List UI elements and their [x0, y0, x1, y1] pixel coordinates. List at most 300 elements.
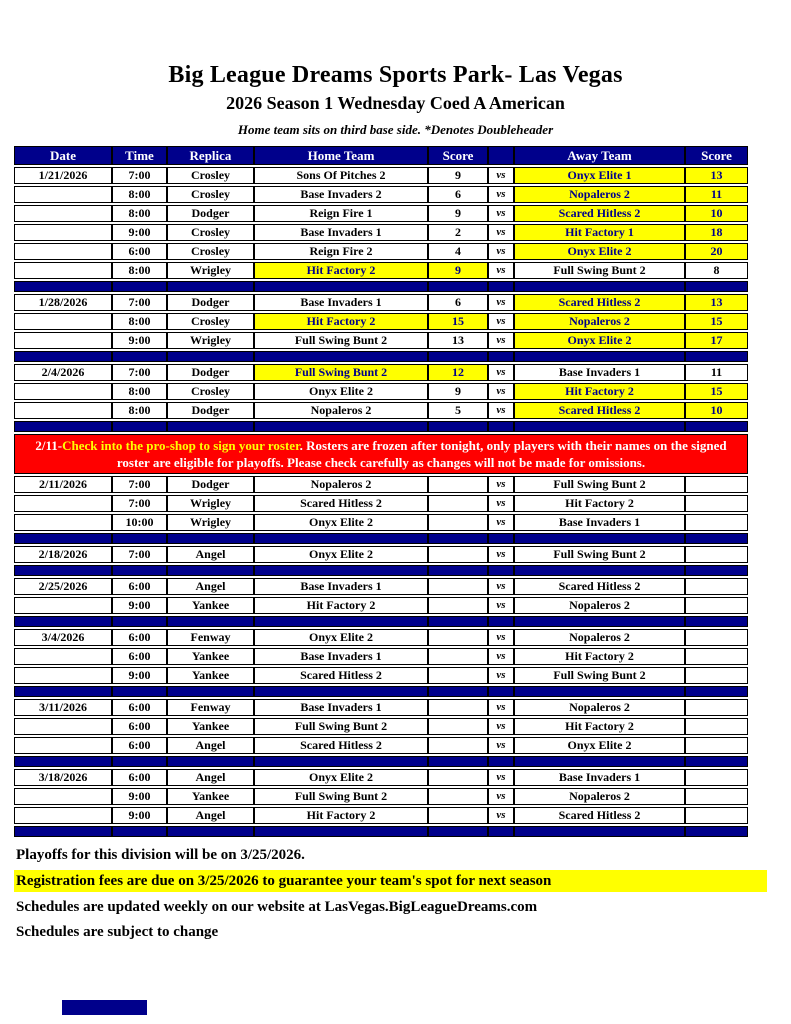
separator-cell: [167, 616, 254, 627]
replica-cell: Yankee: [167, 648, 254, 665]
home-score-cell: 13: [428, 332, 488, 349]
separator-cell: [112, 533, 167, 544]
separator-cell: [14, 756, 112, 767]
roster-banner-highlight: Check into the pro-shop to sign your roster: [62, 438, 300, 453]
home-team-cell: Base Invaders 1: [254, 224, 428, 241]
column-header: Score: [428, 146, 488, 165]
time-cell: 9:00: [112, 224, 167, 241]
bottom-navy-bar: [62, 1000, 147, 1015]
replica-cell: Wrigley: [167, 514, 254, 531]
time-cell: 8:00: [112, 205, 167, 222]
away-score-cell: [685, 495, 748, 512]
separator-cell: [514, 421, 685, 432]
separator-cell: [685, 826, 748, 837]
separator-row: [14, 616, 748, 627]
game-row: [14, 648, 748, 665]
home-score-cell: 4: [428, 243, 488, 260]
separator-cell: [14, 686, 112, 697]
away-team-cell: Scared Hitless 2: [514, 205, 685, 222]
replica-cell: Angel: [167, 578, 254, 595]
separator-cell: [254, 565, 428, 576]
game-row: [14, 769, 748, 786]
away-team-cell: Hit Factory 2: [514, 383, 685, 400]
replica-cell: Wrigley: [167, 262, 254, 279]
date-cell: [14, 262, 112, 279]
separator-cell: [428, 826, 488, 837]
separator-cell: [514, 351, 685, 362]
vs-cell: vs: [488, 186, 514, 203]
home-team-cell: Onyx Elite 2: [254, 546, 428, 563]
date-cell: 2/25/2026: [14, 578, 112, 595]
vs-cell: vs: [488, 807, 514, 824]
separator-cell: [428, 351, 488, 362]
date-cell: [14, 205, 112, 222]
game-row: [14, 699, 748, 716]
separator-cell: [488, 533, 514, 544]
away-score-cell: [685, 648, 748, 665]
away-team-cell: Nopaleros 2: [514, 313, 685, 330]
vs-cell: vs: [488, 205, 514, 222]
away-team-cell: Full Swing Bunt 2: [514, 667, 685, 684]
schedule-table-body: [14, 167, 748, 837]
schedule-table: [14, 144, 748, 839]
game-row: [14, 807, 748, 824]
separator-cell: [514, 281, 685, 292]
away-score-cell: [685, 699, 748, 716]
vs-cell: vs: [488, 243, 514, 260]
footer-notes: [16, 845, 791, 942]
vs-cell: vs: [488, 718, 514, 735]
home-team-cell: Nopaleros 2: [254, 476, 428, 493]
separator-cell: [254, 281, 428, 292]
roster-banner-prefix: 2/11-: [35, 438, 63, 453]
game-row: [14, 788, 748, 805]
away-team-cell: Base Invaders 1: [514, 514, 685, 531]
time-cell: 9:00: [112, 597, 167, 614]
time-cell: 10:00: [112, 514, 167, 531]
home-score-cell: [428, 737, 488, 754]
time-cell: 6:00: [112, 629, 167, 646]
away-score-cell: [685, 514, 748, 531]
replica-cell: Dodger: [167, 294, 254, 311]
game-row: [14, 546, 748, 563]
separator-row: [14, 756, 748, 767]
date-cell: [14, 718, 112, 735]
home-score-cell: 9: [428, 383, 488, 400]
date-cell: [14, 648, 112, 665]
away-score-cell: 18: [685, 224, 748, 241]
replica-cell: Fenway: [167, 629, 254, 646]
date-cell: 3/4/2026: [14, 629, 112, 646]
game-row: [14, 332, 748, 349]
vs-cell: vs: [488, 648, 514, 665]
away-score-cell: [685, 629, 748, 646]
away-team-cell: Hit Factory 2: [514, 495, 685, 512]
replica-cell: Crosley: [167, 167, 254, 184]
game-row: [14, 186, 748, 203]
away-team-cell: Nopaleros 2: [514, 699, 685, 716]
away-team-cell: Full Swing Bunt 2: [514, 262, 685, 279]
away-team-cell: Nopaleros 2: [514, 788, 685, 805]
time-cell: 6:00: [112, 243, 167, 260]
separator-cell: [254, 756, 428, 767]
home-team-cell: Full Swing Bunt 2: [254, 718, 428, 735]
away-team-cell: Hit Factory 2: [514, 718, 685, 735]
away-team-cell: Scared Hitless 2: [514, 402, 685, 419]
replica-cell: Wrigley: [167, 332, 254, 349]
home-team-cell: Scared Hitless 2: [254, 667, 428, 684]
time-cell: 7:00: [112, 476, 167, 493]
replica-cell: Angel: [167, 807, 254, 824]
away-score-cell: 15: [685, 313, 748, 330]
replica-cell: Yankee: [167, 718, 254, 735]
vs-cell: vs: [488, 629, 514, 646]
home-team-cell: Onyx Elite 2: [254, 383, 428, 400]
date-cell: [14, 383, 112, 400]
home-score-cell: [428, 629, 488, 646]
time-cell: 6:00: [112, 699, 167, 716]
away-score-cell: [685, 476, 748, 493]
home-team-cell: Hit Factory 2: [254, 262, 428, 279]
vs-cell: vs: [488, 364, 514, 381]
home-team-cell: Hit Factory 2: [254, 313, 428, 330]
subject-to-change-note: Schedules are subject to change: [16, 924, 219, 940]
home-score-cell: 9: [428, 167, 488, 184]
game-row: [14, 294, 748, 311]
column-header: Home Team: [254, 146, 428, 165]
separator-cell: [428, 281, 488, 292]
separator-row: [14, 686, 748, 697]
vs-cell: vs: [488, 383, 514, 400]
away-score-cell: 10: [685, 402, 748, 419]
away-team-cell: Nopaleros 2: [514, 629, 685, 646]
separator-cell: [14, 616, 112, 627]
replica-cell: Angel: [167, 769, 254, 786]
separator-row: [14, 281, 748, 292]
date-cell: [14, 402, 112, 419]
replica-cell: Crosley: [167, 383, 254, 400]
date-cell: [14, 737, 112, 754]
home-score-cell: 5: [428, 402, 488, 419]
home-score-cell: 9: [428, 262, 488, 279]
vs-cell: vs: [488, 294, 514, 311]
vs-cell: vs: [488, 262, 514, 279]
home-team-cell: Base Invaders 2: [254, 186, 428, 203]
home-team-cell: Onyx Elite 2: [254, 769, 428, 786]
separator-cell: [14, 533, 112, 544]
separator-row: [14, 421, 748, 432]
home-score-cell: [428, 495, 488, 512]
separator-cell: [488, 686, 514, 697]
replica-cell: Dodger: [167, 402, 254, 419]
replica-cell: Crosley: [167, 243, 254, 260]
away-score-cell: [685, 718, 748, 735]
replica-cell: Yankee: [167, 597, 254, 614]
separator-cell: [112, 351, 167, 362]
separator-cell: [514, 756, 685, 767]
separator-cell: [254, 421, 428, 432]
vs-cell: vs: [488, 667, 514, 684]
time-cell: 8:00: [112, 313, 167, 330]
separator-cell: [167, 421, 254, 432]
separator-cell: [112, 826, 167, 837]
away-score-cell: [685, 807, 748, 824]
vs-cell: vs: [488, 224, 514, 241]
separator-cell: [14, 421, 112, 432]
season-subtitle: 2026 Season 1 Wednesday Coed A American: [226, 93, 565, 113]
separator-cell: [428, 686, 488, 697]
time-cell: 8:00: [112, 383, 167, 400]
home-score-cell: [428, 788, 488, 805]
separator-cell: [488, 565, 514, 576]
away-team-cell: Onyx Elite 2: [514, 332, 685, 349]
replica-cell: Yankee: [167, 788, 254, 805]
away-score-cell: 20: [685, 243, 748, 260]
vs-cell: vs: [488, 699, 514, 716]
date-cell: [14, 514, 112, 531]
time-cell: 6:00: [112, 737, 167, 754]
date-cell: 2/4/2026: [14, 364, 112, 381]
date-cell: [14, 788, 112, 805]
game-row: [14, 167, 748, 184]
vs-cell: vs: [488, 597, 514, 614]
away-team-cell: Full Swing Bunt 2: [514, 476, 685, 493]
game-row: [14, 224, 748, 241]
separator-cell: [685, 756, 748, 767]
home-score-cell: [428, 699, 488, 716]
separator-cell: [14, 351, 112, 362]
home-team-cell: Reign Fire 2: [254, 243, 428, 260]
vs-cell: vs: [488, 514, 514, 531]
replica-cell: Angel: [167, 546, 254, 563]
away-score-cell: 15: [685, 383, 748, 400]
game-row: [14, 629, 748, 646]
away-team-cell: Onyx Elite 2: [514, 737, 685, 754]
date-cell: 3/18/2026: [14, 769, 112, 786]
away-score-cell: [685, 578, 748, 595]
home-score-cell: [428, 546, 488, 563]
home-team-cell: Base Invaders 1: [254, 699, 428, 716]
separator-cell: [685, 421, 748, 432]
vs-cell: vs: [488, 313, 514, 330]
game-row: [14, 718, 748, 735]
vs-cell: vs: [488, 332, 514, 349]
date-cell: [14, 807, 112, 824]
home-score-cell: 2: [428, 224, 488, 241]
separator-cell: [14, 281, 112, 292]
column-header: Replica: [167, 146, 254, 165]
vs-cell: vs: [488, 788, 514, 805]
separator-cell: [167, 686, 254, 697]
separator-cell: [514, 686, 685, 697]
separator-cell: [488, 351, 514, 362]
home-team-cell: Reign Fire 1: [254, 205, 428, 222]
home-score-cell: [428, 476, 488, 493]
separator-cell: [167, 826, 254, 837]
time-cell: 8:00: [112, 402, 167, 419]
separator-cell: [488, 616, 514, 627]
separator-cell: [167, 565, 254, 576]
away-team-cell: Hit Factory 1: [514, 224, 685, 241]
separator-cell: [685, 616, 748, 627]
time-cell: 7:00: [112, 364, 167, 381]
column-header: Score: [685, 146, 748, 165]
home-team-cell: Onyx Elite 2: [254, 514, 428, 531]
separator-cell: [514, 826, 685, 837]
away-team-cell: Scared Hitless 2: [514, 807, 685, 824]
roster-banner: [14, 434, 748, 474]
away-score-cell: 10: [685, 205, 748, 222]
separator-cell: [112, 756, 167, 767]
date-cell: [14, 186, 112, 203]
roster-banner-row: [14, 434, 748, 474]
time-cell: 7:00: [112, 294, 167, 311]
replica-cell: Fenway: [167, 699, 254, 716]
away-score-cell: 13: [685, 294, 748, 311]
separator-cell: [685, 565, 748, 576]
replica-cell: Dodger: [167, 205, 254, 222]
away-score-cell: [685, 788, 748, 805]
home-team-cell: Base Invaders 1: [254, 648, 428, 665]
header-row: [14, 146, 748, 165]
separator-cell: [488, 281, 514, 292]
away-team-cell: Nopaleros 2: [514, 597, 685, 614]
time-cell: 7:00: [112, 546, 167, 563]
separator-cell: [514, 565, 685, 576]
separator-cell: [14, 565, 112, 576]
away-score-cell: 8: [685, 262, 748, 279]
registration-note: Registration fees are due on 3/25/2026 to guarantee your team's spot for next season: [14, 870, 767, 892]
vs-cell: vs: [488, 476, 514, 493]
away-score-cell: [685, 769, 748, 786]
game-row: [14, 476, 748, 493]
separator-cell: [685, 533, 748, 544]
separator-cell: [514, 616, 685, 627]
away-team-cell: Nopaleros 2: [514, 186, 685, 203]
separator-cell: [167, 756, 254, 767]
away-score-cell: [685, 597, 748, 614]
replica-cell: Crosley: [167, 313, 254, 330]
replica-cell: Dodger: [167, 476, 254, 493]
date-cell: [14, 495, 112, 512]
game-row: [14, 514, 748, 531]
game-row: [14, 597, 748, 614]
home-team-cell: Full Swing Bunt 2: [254, 364, 428, 381]
game-row: [14, 262, 748, 279]
column-header: Time: [112, 146, 167, 165]
date-cell: 1/28/2026: [14, 294, 112, 311]
separator-cell: [112, 616, 167, 627]
away-score-cell: [685, 546, 748, 563]
separator-cell: [112, 281, 167, 292]
date-cell: 2/11/2026: [14, 476, 112, 493]
away-team-cell: Base Invaders 1: [514, 769, 685, 786]
away-score-cell: [685, 737, 748, 754]
website-note: Schedules are updated weekly on our website at LasVegas.BigLeagueDreams.com: [16, 899, 538, 915]
game-row: [14, 383, 748, 400]
date-cell: 2/18/2026: [14, 546, 112, 563]
separator-cell: [254, 826, 428, 837]
game-row: [14, 205, 748, 222]
home-score-cell: 12: [428, 364, 488, 381]
separator-cell: [254, 686, 428, 697]
home-score-cell: [428, 514, 488, 531]
separator-cell: [488, 421, 514, 432]
separator-cell: [112, 686, 167, 697]
home-team-note: Home team sits on third base side. *Denotes Doubleheader: [237, 122, 554, 137]
separator-cell: [685, 686, 748, 697]
home-score-cell: [428, 667, 488, 684]
home-team-cell: Base Invaders 1: [254, 578, 428, 595]
separator-cell: [428, 421, 488, 432]
separator-cell: [488, 756, 514, 767]
home-score-cell: 6: [428, 186, 488, 203]
column-header: [488, 146, 514, 165]
home-score-cell: 15: [428, 313, 488, 330]
separator-row: [14, 351, 748, 362]
game-row: [14, 737, 748, 754]
away-team-cell: Scared Hitless 2: [514, 294, 685, 311]
home-team-cell: Hit Factory 2: [254, 807, 428, 824]
home-score-cell: [428, 597, 488, 614]
home-team-cell: Scared Hitless 2: [254, 495, 428, 512]
roster-banner-rest: . Rosters are frozen after tonight, only players with their names on the signed roster are eligible for playoffs. Please check carefully as changes will not be made for omissions.: [116, 438, 727, 470]
home-score-cell: [428, 578, 488, 595]
vs-cell: vs: [488, 769, 514, 786]
home-team-cell: Full Swing Bunt 2: [254, 332, 428, 349]
away-team-cell: Full Swing Bunt 2: [514, 546, 685, 563]
date-cell: [14, 597, 112, 614]
home-score-cell: [428, 648, 488, 665]
playoffs-note: Playoffs for this division will be on 3/25/2026.: [16, 847, 305, 863]
separator-cell: [488, 826, 514, 837]
game-row: [14, 402, 748, 419]
home-team-cell: Base Invaders 1: [254, 294, 428, 311]
replica-cell: Crosley: [167, 224, 254, 241]
game-row: [14, 578, 748, 595]
game-row: [14, 313, 748, 330]
time-cell: 8:00: [112, 262, 167, 279]
time-cell: 6:00: [112, 648, 167, 665]
home-team-cell: Sons Of Pitches 2: [254, 167, 428, 184]
replica-cell: Wrigley: [167, 495, 254, 512]
separator-cell: [428, 616, 488, 627]
date-cell: [14, 224, 112, 241]
vs-cell: vs: [488, 546, 514, 563]
separator-cell: [112, 565, 167, 576]
home-score-cell: [428, 807, 488, 824]
away-team-cell: Scared Hitless 2: [514, 578, 685, 595]
game-row: [14, 364, 748, 381]
home-score-cell: [428, 718, 488, 735]
home-score-cell: 9: [428, 205, 488, 222]
separator-cell: [112, 421, 167, 432]
home-score-cell: [428, 769, 488, 786]
vs-cell: vs: [488, 495, 514, 512]
replica-cell: Yankee: [167, 667, 254, 684]
home-team-cell: Hit Factory 2: [254, 597, 428, 614]
time-cell: 7:00: [112, 167, 167, 184]
home-team-cell: Onyx Elite 2: [254, 629, 428, 646]
column-header: Away Team: [514, 146, 685, 165]
separator-row: [14, 565, 748, 576]
time-cell: 9:00: [112, 332, 167, 349]
separator-cell: [167, 533, 254, 544]
away-team-cell: Hit Factory 2: [514, 648, 685, 665]
separator-cell: [685, 281, 748, 292]
date-cell: [14, 332, 112, 349]
time-cell: 9:00: [112, 667, 167, 684]
